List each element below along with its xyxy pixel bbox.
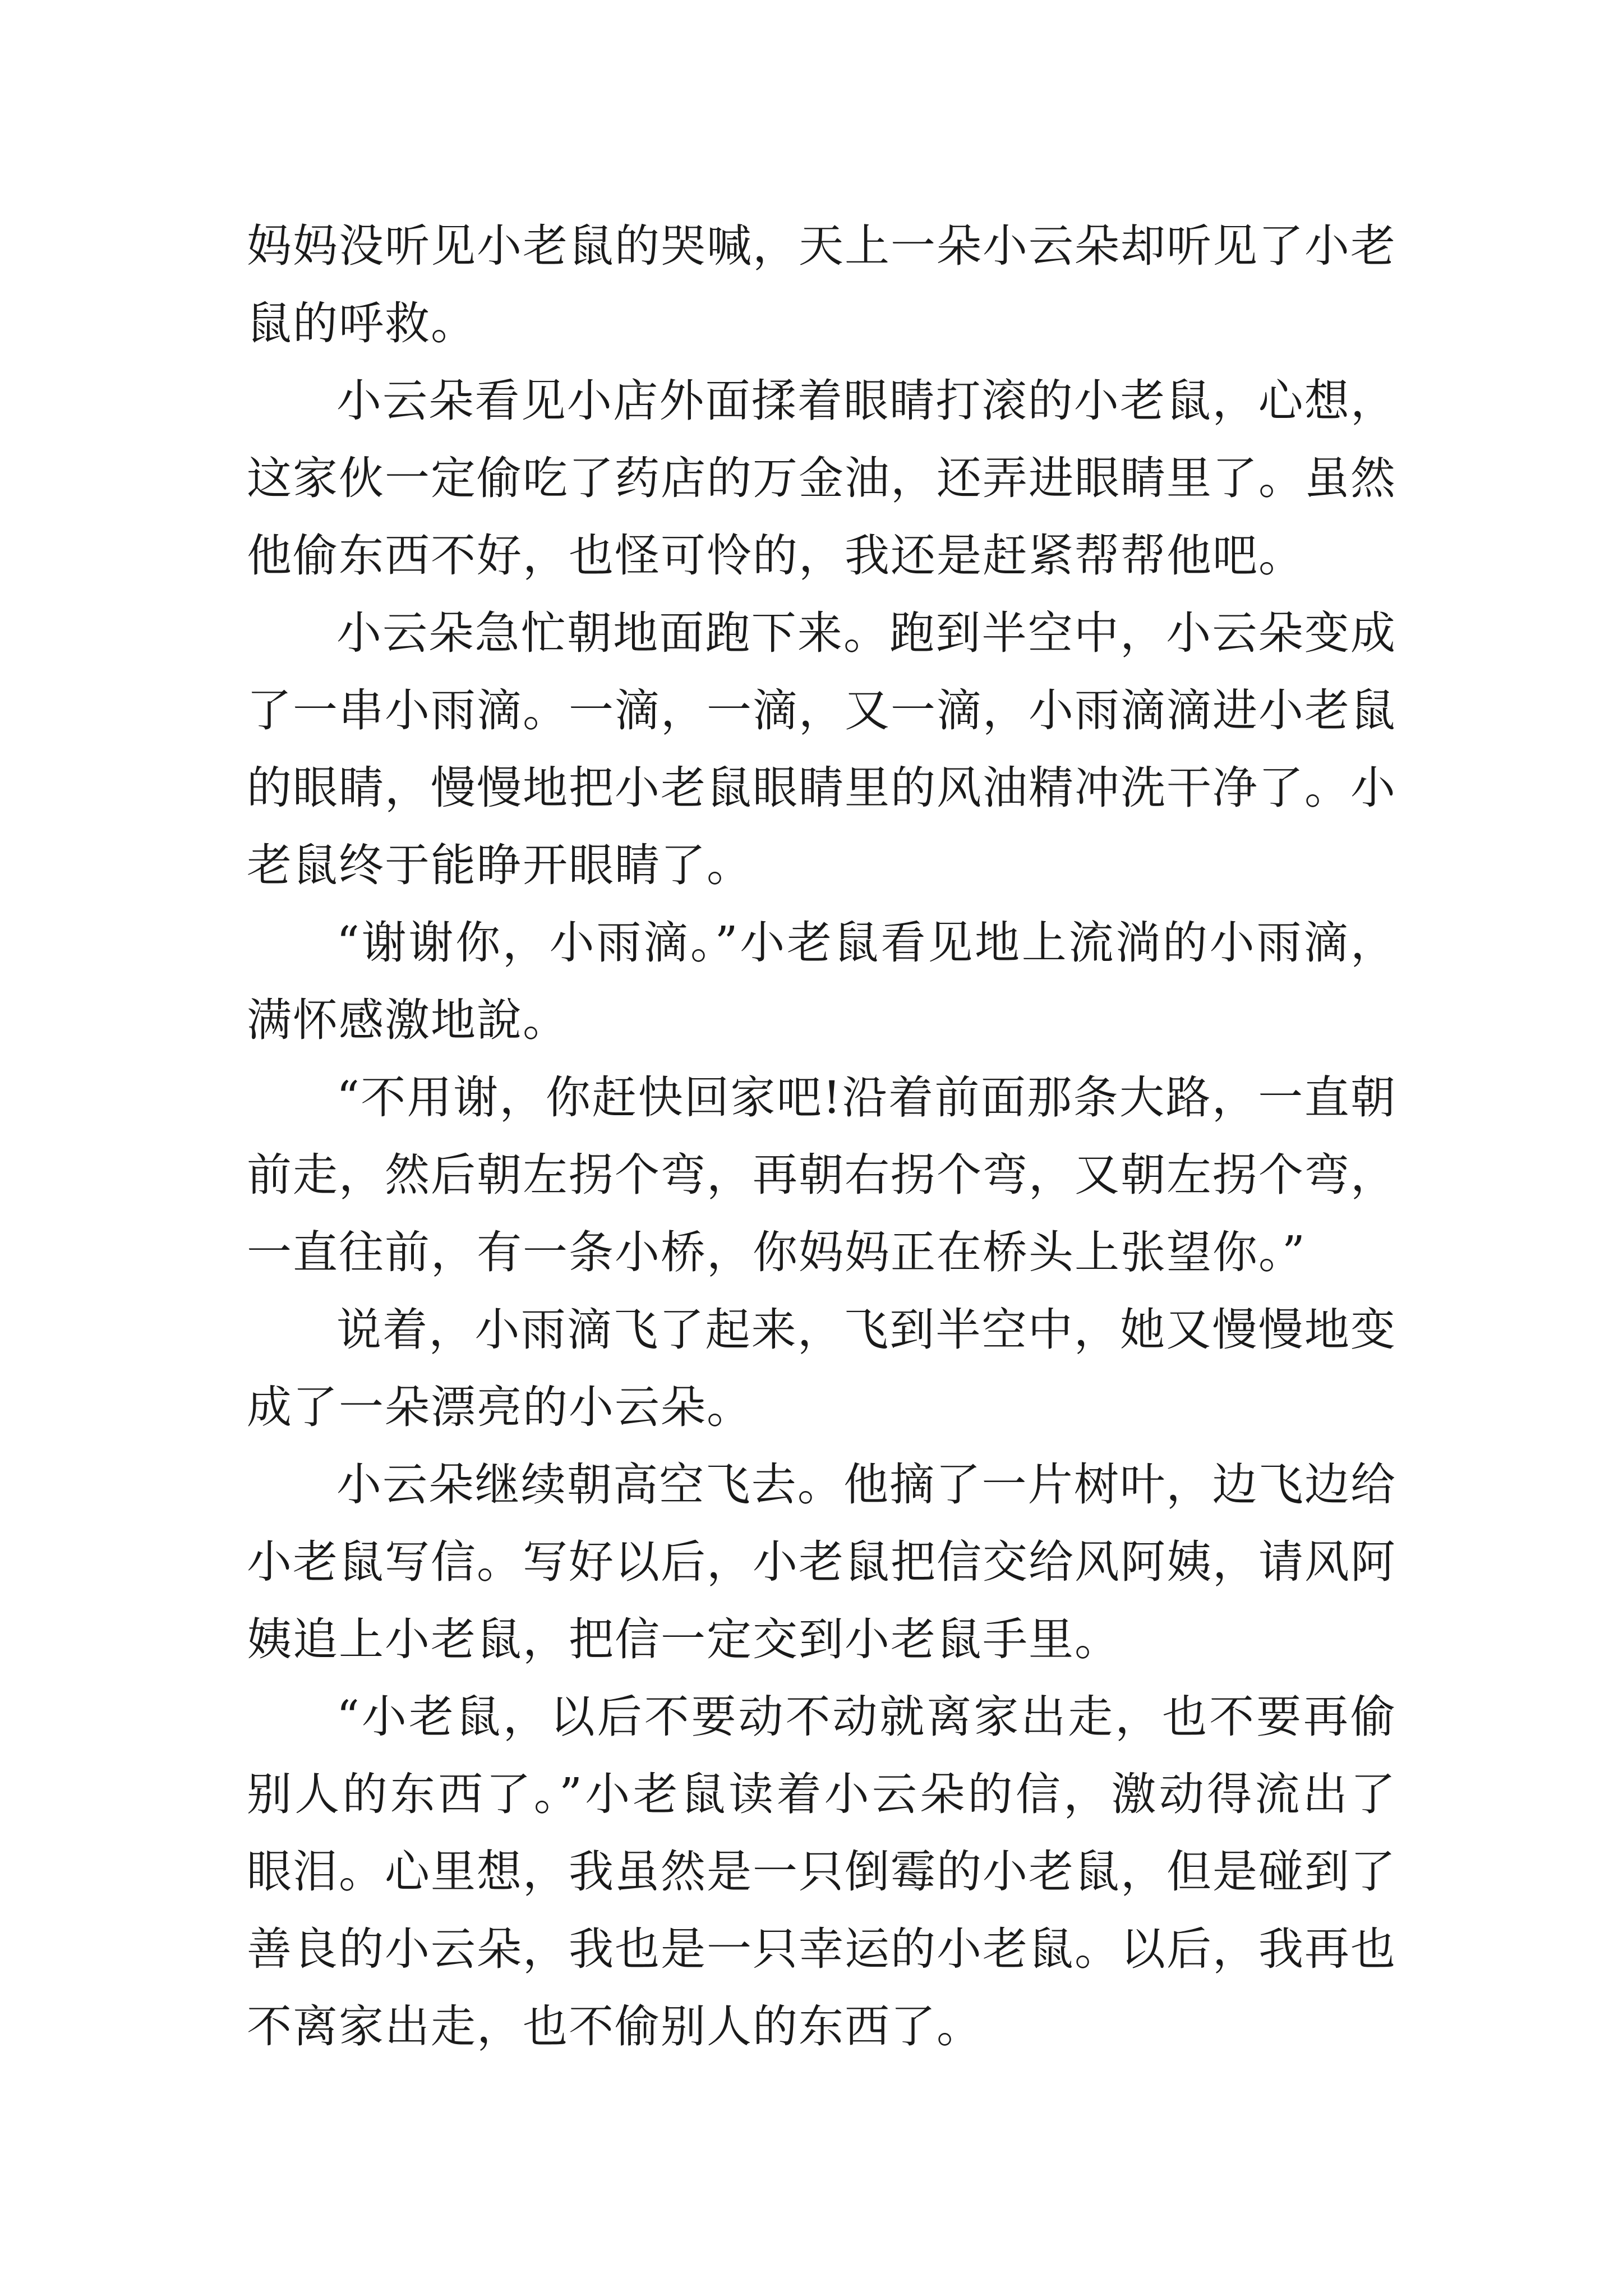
paragraph-6: 说着，小雨滴飞了起来，飞到半空中，她又慢慢地变成了一朵漂亮的小云朵。 <box>247 1304 1396 1433</box>
story-text <box>247 208 1396 2065</box>
paragraph-1: 妈妈没听见小老鼠的哭喊，天上一朵小云朵却听见了小老鼠的呼救。 <box>247 220 1396 349</box>
paragraph-3: 小云朵急忙朝地面跑下来。跑到半空中，小云朵变成了一串小雨滴。一滴，一滴，又一滴，小雨滴滴进小老鼠的眼睛，慢慢地把小老鼠眼睛里的风油精冲洗干净了。小老鼠终于能睁开眼睛了。 <box>247 607 1396 891</box>
paragraph-7: 小云朵继续朝高空飞去。他摘了一片树叶，边飞边给小老鼠写信。写好以后，小老鼠把信交给风阿姨，请风阿姨追上小老鼠，把信一定交到小老鼠手里。 <box>247 1458 1396 1665</box>
paragraph-5: “不用谢，你赶快回家吧!沿着前面那条大路，一直朝前走，然后朝左拐个弯，再朝右拐个弯，又朝左拐个弯，一直往前，有一条小桥，你妈妈正在桥头上张望你。” <box>247 1071 1396 1278</box>
paragraph-2: 小云朵看见小店外面揉着眼睛打滚的小老鼠，心想，这家伙一定偷吃了药店的万金油，还弄进眼睛里了。虽然他偷东西不好，也怪可怜的，我还是赶紧帮帮他吧。 <box>247 375 1396 582</box>
paragraph-8: “小老鼠，以后不要动不动就离家出走，也不要再偷别人的东西了。”小老鼠读着小云朵的信，激动得流出了眼泪。心里想，我虽然是一只倒霉的小老鼠，但是碰到了善良的小云朵，我也是一只幸运的小老鼠。以后，我再也不离家出走，也不偷别人的东西了。 <box>247 1691 1396 2053</box>
paragraph-4: “谢谢你，小雨滴。”小老鼠看见地上流淌的小雨滴，满怀感激地說。 <box>247 917 1396 1046</box>
